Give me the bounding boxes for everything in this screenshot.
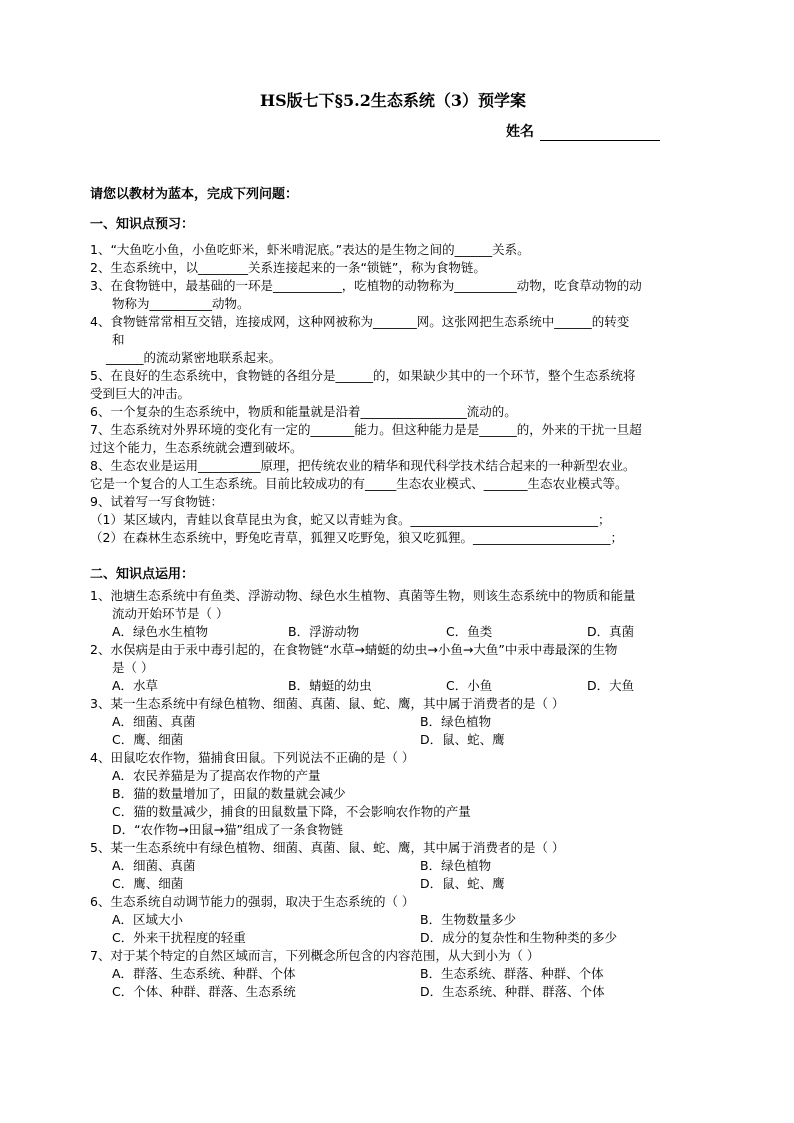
s1-line: 过这个能力，生态系统就会遭到破坏。 — [90, 440, 303, 455]
s1-line: 3、在食物链中，最基础的一环是___________，吃植物的动物称为__________动物，吃食草动物的动 — [90, 278, 642, 293]
question-stem: 3、某一生态系统中有绿色植物、细菌、真菌、鼠、蛇、鹰，其中属于消费者的是（ ） — [90, 696, 565, 711]
options-row — [90, 731, 710, 749]
option-d[interactable]: D．大鱼 — [587, 678, 635, 693]
options-row — [90, 713, 710, 731]
question-stem: 是（ ） — [112, 660, 154, 675]
options-row — [90, 983, 710, 1001]
option-b[interactable]: B．浮游动物 — [288, 624, 360, 639]
option-b[interactable]: B．生态系统、群落、种群、个体 — [420, 966, 604, 981]
option-d[interactable]: D．成分的复杂性和生物种类的多少 — [420, 930, 618, 945]
options-row — [90, 677, 710, 695]
s1-line: 和 — [112, 332, 125, 347]
s1-line: 它是一个复合的人工生态系统。目前比较成功的有_____生态农业模式、_______生态农业模式等。 — [90, 476, 628, 491]
s1-line: （1）某区域内，青蛙以食草昆虫为食，蛇又以青蛙为食。______________________________； — [90, 512, 611, 527]
name-blank[interactable] — [540, 126, 660, 141]
s1-line: （2）在森林生态系统中，野兔吃青草，狐狸又吃野兔，狼又吃狐狸。______________________； — [90, 530, 623, 545]
section2-questions — [90, 587, 710, 1001]
option-d[interactable]: D．生态系统、种群、群落、个体 — [420, 984, 605, 999]
option-c[interactable]: C．鱼类 — [446, 624, 493, 639]
option-c[interactable]: C．外来干扰程度的轻重 — [112, 930, 246, 945]
option-a[interactable]: A．绿色水生植物 — [112, 624, 209, 639]
s1-line: 7、生态系统对外界环境的变化有一定的_______能力。但这种能力是是______的，外来的干扰一旦超 — [90, 422, 642, 437]
s1-line: ______的流动紧密地联系起来。 — [106, 350, 282, 365]
s1-line: 1、“大鱼吃小鱼，小鱼吃虾米，虾米啃泥底。”表达的是生物之间的______关系。 — [90, 242, 530, 257]
option-a[interactable]: A．农民养猫是为了提高农作物的产量 — [112, 768, 321, 783]
s1-line: 2、生态系统中，以________关系连接起来的一条“锁链”，称为食物链。 — [90, 260, 486, 275]
option-b[interactable]: B．猫的数量增加了，田鼠的数量就会减少 — [112, 786, 346, 801]
option-b[interactable]: B．生物数量多少 — [420, 912, 517, 927]
option-d[interactable]: D．鼠、蛇、鹰 — [420, 876, 505, 891]
question-stem: 4、田鼠吃农作物，猫捕食田鼠。下列说法不正确的是（ ） — [90, 750, 415, 765]
s1-line: 物称为__________动物。 — [112, 296, 250, 311]
option-c[interactable]: C．小鱼 — [446, 678, 493, 693]
s1-line: 5、在良好的生态系统中，食物链的各组分是______的，如果缺少其中的一个环节，整个生态系统将 — [90, 368, 636, 383]
option-a[interactable]: A．水草 — [112, 678, 159, 693]
option-c[interactable]: C．鹰、细菌 — [112, 732, 184, 747]
options-row — [90, 875, 710, 893]
options-row — [90, 965, 710, 983]
s1-line: 6、一个复杂的生态系统中，物质和能量就是沿着_________________流动的。 — [90, 404, 517, 419]
options-row — [90, 623, 710, 641]
question-stem: 6、生态系统自动调节能力的强弱，取决于生态系统的（ ） — [90, 894, 415, 909]
question-stem: 1、池塘生态系统中有鱼类、浮游动物、绿色水生植物、真菌等生物，则该生态系统中的物质和能量 — [90, 588, 636, 603]
s1-line: 9、试着写一写食物链： — [90, 494, 223, 509]
name-label: 姓名 — [506, 124, 534, 140]
option-a[interactable]: A．区域大小 — [112, 912, 184, 927]
option-a[interactable]: A．群落、生态系统、种群、个体 — [112, 966, 296, 981]
options-row — [90, 929, 710, 947]
intro-instruction: 请您以教材为蓝本，完成下列问题： — [90, 187, 299, 202]
section1-heading: 一、知识点预习： — [90, 217, 195, 232]
question-stem: 流动开始环节是（ ） — [112, 606, 229, 621]
section1-questions — [90, 241, 710, 547]
option-c[interactable]: C．猫的数量减少，捕食的田鼠数量下降，不会影响农作物的产量 — [112, 804, 471, 819]
options-row — [90, 911, 710, 929]
s1-line: 8、生态农业是运用__________原理，把传统农业的精华和现代科学技术结合起来的一种新型农业。 — [90, 458, 636, 473]
option-d[interactable]: D．真菌 — [587, 624, 635, 639]
option-d[interactable]: D．“农作物→田鼠→猫”组成了一条食物链 — [112, 822, 344, 837]
option-d[interactable]: D．鼠、蛇、鹰 — [420, 732, 505, 747]
name-field — [506, 121, 660, 141]
question-stem: 2、水俣病是由于汞中毒引起的，在食物链“水草→蜻蜓的幼虫→小鱼→大鱼”中汞中毒最深的生物 — [90, 642, 618, 657]
question-stem: 5、某一生态系统中有绿色植物、细菌、真菌、鼠、蛇、鹰，其中属于消费者的是（ ） — [90, 840, 565, 855]
question-stem: 7、对于某个特定的自然区域而言，下列概念所包含的内容范围，从大到小为（ ） — [90, 948, 540, 963]
option-c[interactable]: C．鹰、细菌 — [112, 876, 184, 891]
option-b[interactable]: B．绿色植物 — [420, 858, 492, 873]
option-a[interactable]: A．细菌、真菌 — [112, 714, 196, 729]
s1-line: 受到巨大的冲击。 — [90, 386, 191, 401]
option-b[interactable]: B．蜻蜓的幼虫 — [288, 678, 372, 693]
options-row — [90, 857, 710, 875]
page-title: HS版七下§5.2生态系统（3）预学案 — [260, 91, 527, 110]
section2-heading: 二、知识点运用： — [90, 567, 195, 582]
option-a[interactable]: A．细菌、真菌 — [112, 858, 196, 873]
option-b[interactable]: B．绿色植物 — [420, 714, 492, 729]
s1-line: 4、食物链常常相互交错，连接成网，这种网被称为_______网。这张网把生态系统中______的转变 — [90, 314, 630, 329]
option-c[interactable]: C．个体、种群、群落、生态系统 — [112, 984, 296, 999]
